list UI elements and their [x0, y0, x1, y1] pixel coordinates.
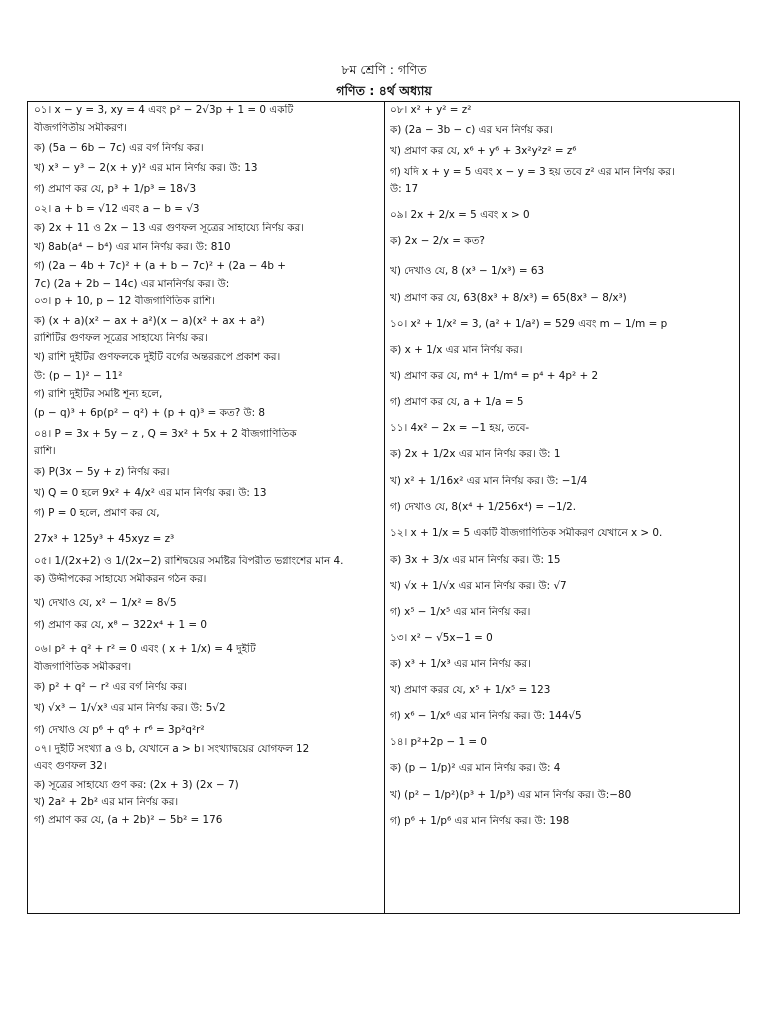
left-question-column — [34, 104, 381, 826]
question-line: গ) প্রমাণ কর যে, x⁸ − 322x⁴ + 1 = 0 — [34, 619, 208, 631]
question-line: গ) যদি x + y = 5 এবং x − y = 3 হয় তবে z² এর মান নির্ণয় কর। — [390, 166, 675, 178]
question-line: খ) 8ab(a⁴ − b⁴) এর মান নির্ণয় কর। উ: 810 — [34, 241, 231, 253]
question-line: খ) প্রমাণ কর যে, 63(8x³ + 8/x³) = 65(8x³ − 8/x³) — [390, 292, 627, 304]
question-line: উ: 17 — [390, 183, 419, 195]
question-line: রাশি। — [34, 445, 56, 457]
question-line: ক) (p − 1/p)² এর মান নির্ণয় কর। উ: 4 — [390, 762, 561, 774]
question-line: রাশিটির গুণফল সূত্রের সাহায্যে নির্ণয় কর। — [34, 332, 208, 344]
question-line: ০৭। দুইটি সংখ্যা a ও b, যেখানে a > b। সংখ্যাদ্বয়ের যোগফল 12 — [34, 743, 310, 755]
question-line: খ) দেখাও যে, 8 (x³ − 1/x³) = 63 — [390, 265, 545, 277]
question-line: খ) 2a² + 2b² এর মান নির্ণয় কর। — [34, 796, 179, 808]
question-line: ০৫। 1/(2x+2) ও 1/(2x−2) রাশিদ্বয়ের সমষ্টির বিপরীত ভগ্নাংশের মান 4. — [34, 555, 344, 567]
question-line: খ) প্রমাণ কর যে, x⁶ + y⁶ + 3x²y²z² = z⁶ — [390, 145, 577, 157]
question-line: খ) রাশি দুইটির গুণফলকে দুইটি বর্গের অন্তররূপে প্রকাশ কর। — [34, 351, 281, 363]
question-line: ১২। x + 1/x = 5 একটি বীজগাণিতিক সমীকরণ যেখানে x > 0. — [390, 527, 663, 539]
question-line: খ) প্রমাণ করর যে, x⁵ + 1/x⁵ = 123 — [390, 684, 551, 696]
question-line: গ) প্রমাণ কর যে, p³ + 1/p³ = 18√3 — [34, 183, 197, 195]
question-line: উ: (p − 1)² − 11² — [34, 370, 123, 382]
question-line: ক) উদ্দীপকের সাহায্যে সমীকরন গঠন কর। — [34, 573, 207, 585]
question-line: ক) P(3x − 5y + z) নির্ণয় কর। — [34, 466, 170, 478]
question-line: 7c) (2a + 2b − 14c) এর মাননির্ণয় কর। উ: — [34, 278, 230, 290]
question-line: ক) 3x + 3/x এর মান নির্ণয় কর। উ: 15 — [390, 554, 561, 566]
question-line: গ) P = 0 হলে, প্রমাণ কর যে, — [34, 507, 160, 519]
question-line: ০৪। P = 3x + 5y − z , Q = 3x² + 5x + 2 বীজগাণিতিক — [34, 428, 297, 440]
question-line: গ) (2a − 4b + 7c)² + (a + b − 7c)² + (2a − 4b + — [34, 260, 286, 272]
question-line: খ) √x³ − 1/√x³ এর মান নির্ণয় কর। উ: 5√2 — [34, 702, 226, 714]
question-line: ১১। 4x² − 2x = −1 হয়, তবে- — [390, 422, 530, 434]
question-line: ১৪। p²+2p − 1 = 0 — [390, 736, 488, 748]
question-line: বীজগণিতীয় সমীকরণ। — [34, 122, 127, 134]
question-line: ক) (2a − 3b − c) এর ঘন নির্ণয় কর। — [390, 124, 553, 136]
question-line: ক) x³ + 1/x³ এর মান নির্ণয় কর। — [390, 658, 531, 670]
question-line: ০৮। x² + y² = z² — [390, 104, 472, 116]
class-subject-heading: ৮ম শ্রেণি : গণিত — [341, 62, 427, 77]
question-line: খ) প্রমাণ কর যে, m⁴ + 1/m⁴ = p⁴ + 4p² + 2 — [390, 370, 599, 382]
question-line: ০৯। 2x + 2/x = 5 এবং x > 0 — [390, 209, 530, 221]
question-line: গ) প্রমাণ কর যে, a + 1/a = 5 — [390, 396, 524, 408]
question-line: গ) রাশি দুইটির সমষ্টি শূন্য হলে, — [34, 388, 163, 400]
question-line: ০২। a + b = √12 এবং a − b = √3 — [34, 203, 200, 215]
question-line: ক) p² + q² − r² এর বর্গ নির্ণয় কর। — [34, 681, 187, 693]
question-line: ক) x + 1/x এর মান নির্ণয় কর। — [390, 344, 523, 356]
question-line: ১৩। x² − √5x−1 = 0 — [390, 632, 493, 644]
right-question-column — [390, 104, 735, 827]
question-line: ক) 2x + 11 ও 2x − 13 এর গুণফল সূত্রের সাহায্যে নির্ণয় কর। — [34, 222, 304, 234]
question-line: ০১। x − y = 3, xy = 4 এবং p² − 2√3p + 1 = 0 একটি — [34, 104, 294, 116]
question-line: খ) √x + 1/√x এর মান নির্ণয় কর। উ: √7 — [390, 580, 567, 592]
question-line: গ) x⁵ − 1/x⁵ এর মান নির্ণয় কর। — [390, 606, 531, 618]
question-line: গ) x⁶ − 1/x⁶ এর মান নির্ণয় কর। উ: 144√5 — [390, 710, 582, 722]
question-line: খ) x³ − y³ − 2(x + y)² এর মান নির্ণয় কর। উ: 13 — [34, 162, 258, 174]
question-line: ক) 2x − 2/x = কত? — [390, 235, 485, 247]
question-line: খ) (p² − 1/p²)(p³ + 1/p³) এর মান নির্ণয় কর। উ:−80 — [390, 789, 632, 801]
question-line: ক) 2x + 1/2x এর মান নির্ণয় কর। উ: 1 — [390, 448, 561, 460]
question-line: গ) প্রমাণ কর যে, (a + 2b)² − 5b² = 176 — [34, 814, 223, 826]
question-line: খ) x² + 1/16x² এর মান নির্ণয় কর। উ: −1/4 — [390, 475, 588, 487]
question-line: গ) p⁶ + 1/p⁶ এর মান নির্ণয় কর। উ: 198 — [390, 815, 570, 827]
question-line: ১০। x² + 1/x² = 3, (a² + 1/a²) = 529 এবং m − 1/m = p — [390, 318, 668, 330]
chapter-heading: গণিত : ৪র্থ অধ্যায় — [336, 83, 432, 98]
question-line: ০৬। p² + q² + r² = 0 এবং ( x + 1/x) = 4 দুইটি — [34, 643, 256, 655]
question-line: গ) দেখাও যে, 8(x⁴ + 1/256x⁴) = −1/2. — [390, 501, 577, 513]
question-line: ক) সূত্রের সাহায্যে গুণ কর: (2x + 3) (2x − 7) — [34, 779, 239, 791]
question-line: খ) Q = 0 হলে 9x² + 4/x² এর মান নির্ণয় কর। উ: 13 — [34, 487, 267, 499]
question-line: গ) দেখাও যে p⁶ + q⁶ + r⁶ = 3p²q²r² — [34, 724, 205, 736]
question-line: খ) দেখাও যে, x² − 1/x² = 8√5 — [34, 597, 177, 609]
question-line: 27x³ + 125y³ + 45xyz = z³ — [34, 533, 175, 545]
question-line: ০৩। p + 10, p − 12 বীজগাণিতিক রাশি। — [34, 295, 215, 307]
column-divider — [384, 101, 385, 914]
question-line: (p − q)³ + 6p(p² − q²) + (p + q)³ = কত? উ: 8 — [34, 407, 266, 419]
question-line: ক) (5a − 6b − 7c) এর বর্গ নির্ণয় কর। — [34, 142, 204, 154]
question-line: বীজগাণিতিক সমীকরণ। — [34, 661, 132, 673]
question-line: ক) (x + a)(x² − ax + a²)(x − a)(x² + ax + a²) — [34, 315, 265, 327]
question-line: এবং গুণফল 32। — [34, 760, 107, 772]
